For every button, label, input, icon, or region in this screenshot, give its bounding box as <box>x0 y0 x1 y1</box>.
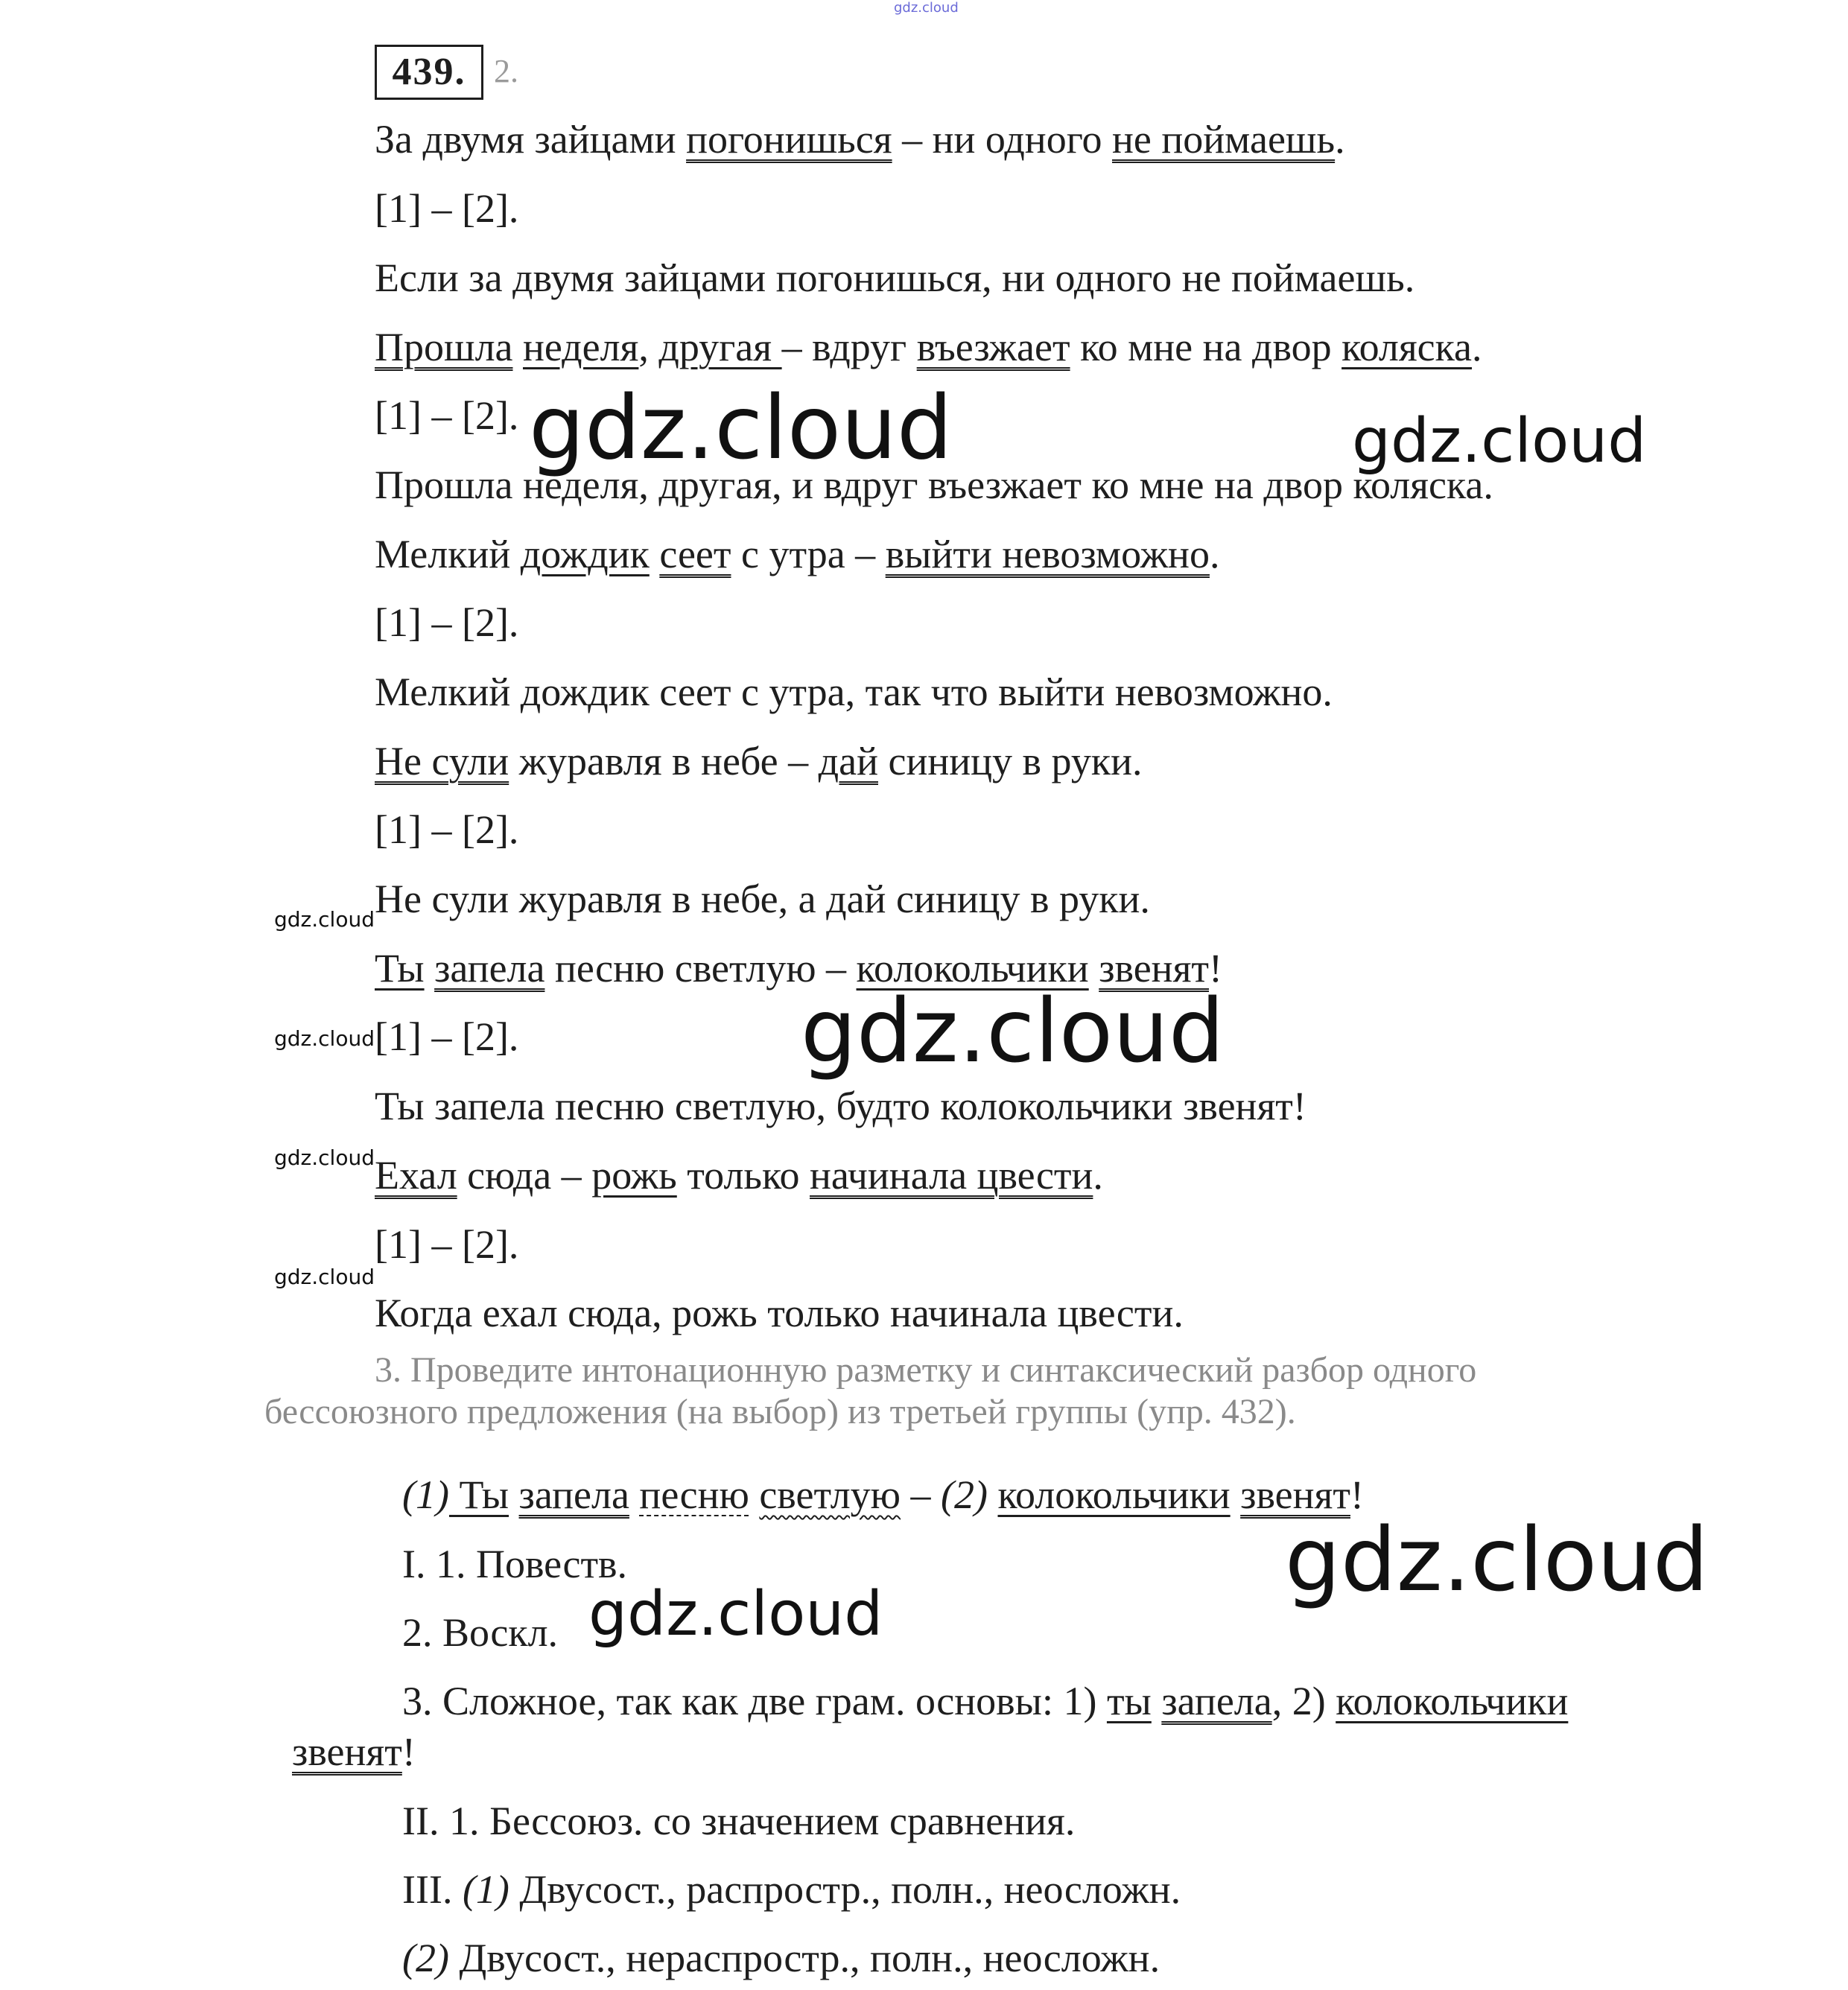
watermark-small: gdz.cloud <box>274 1265 375 1289</box>
marked-word: Ты <box>375 946 425 991</box>
marked-word: неделя <box>523 325 639 369</box>
marked-word: ты <box>1106 1679 1152 1723</box>
exercise-line: Ехал сюда – рожь только начинала цвести. <box>375 1153 1103 1198</box>
watermark-top: gdz.cloud <box>894 0 959 16</box>
watermark-medium: gdz.cloud <box>1352 406 1647 477</box>
analysis-iv: (2) Двусост., нераспростр., полн., неосложн. <box>402 1936 1160 1980</box>
marked-word: колокольчики <box>997 1472 1231 1517</box>
marked-word: рожь <box>591 1153 677 1198</box>
marked-word: звенят <box>1099 946 1210 991</box>
watermark-large: gdz.cloud <box>1285 1508 1709 1611</box>
exercise-line: Прошла неделя, другая – вдруг въезжает ко мне на двор коляска. <box>375 325 1482 369</box>
watermark-large: gdz.cloud <box>529 376 953 479</box>
subtask-number: 2. <box>494 53 518 89</box>
exercise-line: Мелкий дождик сеет с утра, так что выйти невозможно. <box>375 670 1333 714</box>
exercise-line: Когда ехал сюда, рожь только начинала цвести. <box>375 1291 1184 1335</box>
exercise-line: Ты запела песню светлую, будто колокольчики звенят! <box>375 1084 1306 1128</box>
watermark-small: gdz.cloud <box>274 1145 375 1170</box>
exercise-line: [1] – [2]. <box>375 600 519 645</box>
analysis-i1: I. 1. Повеств. <box>402 1542 628 1586</box>
marked-word: другая <box>658 325 782 369</box>
analysis-i3-cont: звенят! <box>292 1729 416 1774</box>
exercise-line: Мелкий дождик сеет с утра – выйти невозможно. <box>375 532 1220 576</box>
clause-number: (1) <box>402 1472 449 1517</box>
exercise-line: [1] – [2]. <box>375 807 519 852</box>
marked-word: Прошла <box>375 325 513 369</box>
marked-word: дождик <box>520 532 650 576</box>
marked-word: выйти невозможно <box>885 532 1210 576</box>
analysis-i2: 2. Воскл. <box>402 1610 559 1655</box>
exercise-line: Не сули журавля в небе, а дай синицу в руки. <box>375 877 1150 921</box>
marked-word: запела <box>1161 1679 1272 1723</box>
exercise-line: [1] – [2]. <box>375 1014 519 1059</box>
marked-word: Ты <box>448 1472 509 1517</box>
marked-word: звенят <box>292 1729 402 1774</box>
exercise-line: Прошла неделя, другая, и вдруг въезжает ко мне на двор коляска. <box>375 462 1493 507</box>
watermark-medium: gdz.cloud <box>588 1579 883 1650</box>
marked-word: запела <box>434 946 545 991</box>
task3-line-1: 3. Проведите интонационную разметку и синтаксический разбор одного <box>375 1350 1477 1390</box>
marked-word: колокольчики <box>1336 1679 1569 1723</box>
exercise-line: За двумя зайцами погонишься – ни одного не поймаешь. <box>375 117 1345 162</box>
exercise-number: 439. <box>375 45 483 100</box>
marked-word: коляска <box>1341 325 1473 369</box>
marked-word: не поймаешь <box>1112 117 1336 162</box>
watermark-small: gdz.cloud <box>274 907 375 932</box>
exercise-line: [1] – [2]. <box>375 393 519 438</box>
watermark-small: gdz.cloud <box>274 1026 375 1051</box>
marked-word: въезжает <box>916 325 1070 369</box>
exercise-line: Если за двумя зайцами погонишься, ни одного не поймаешь. <box>375 255 1415 300</box>
marked-word: погонишься <box>686 117 892 162</box>
clause-number: (2) <box>941 1472 988 1517</box>
marked-word: светлую <box>759 1472 901 1517</box>
marked-word: песню <box>639 1472 749 1517</box>
marked-word: начинала цвести <box>810 1153 1093 1198</box>
exercise-line: Ты запела песню светлую – колокольчики звенят! <box>375 946 1223 991</box>
analysis-ii: II. 1. Бессоюз. со значением сравнения. <box>402 1799 1076 1843</box>
clause-number: (1) <box>462 1867 509 1912</box>
marked-word: сеет <box>659 532 731 576</box>
exercise-line: [1] – [2]. <box>375 1222 519 1267</box>
marked-word: дай <box>818 739 878 783</box>
marked-word: Не сули <box>375 739 509 783</box>
marked-word: Ехал <box>375 1153 457 1198</box>
exercise-line: Не сули журавля в небе – дай синицу в руки. <box>375 739 1143 783</box>
exercise-line: [1] – [2]. <box>375 186 519 231</box>
watermark-large: gdz.cloud <box>801 979 1225 1082</box>
analysis-i3: 3. Сложное, так как две грам. основы: 1) ты запела, 2) колокольчики <box>402 1679 1569 1723</box>
task3-line-2: бессоюзного предложения (на выбор) из третьей группы (упр. 432). <box>264 1392 1296 1431</box>
marked-word: запела <box>518 1472 629 1517</box>
analysis-iii: III. (1) Двусост., распростр., полн., неосложн. <box>402 1867 1181 1912</box>
clause-number: (2) <box>402 1936 449 1980</box>
marked-word: колокольчики <box>856 946 1089 991</box>
marked-word: звенят <box>1240 1472 1350 1517</box>
analysis-sentence: (1) Ты запела песню светлую – (2) колокольчики звенят! <box>402 1472 1364 1517</box>
